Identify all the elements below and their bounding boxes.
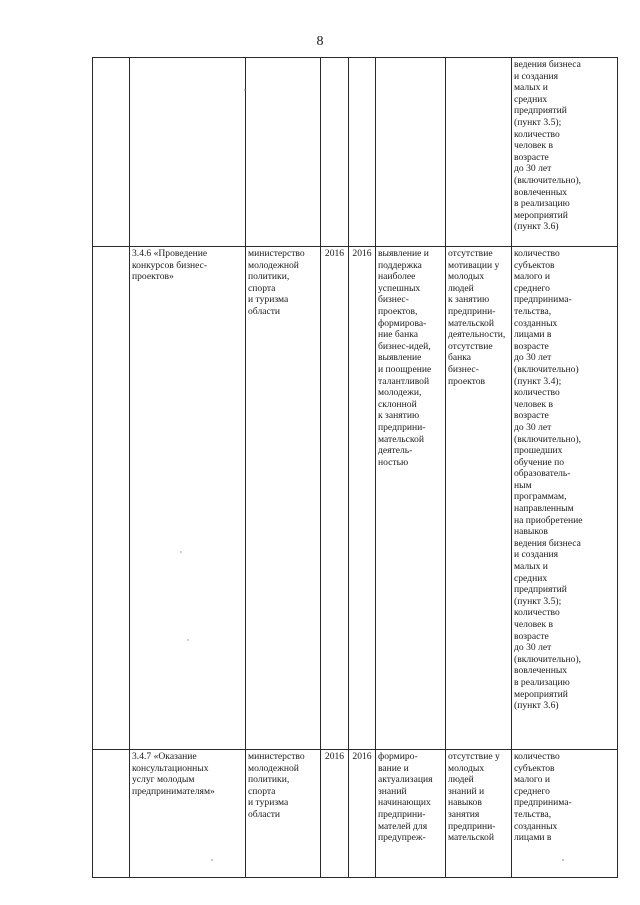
cell-line: возрасте [514, 151, 549, 163]
cell-line: (пункт 3.6) [514, 221, 559, 233]
cell-line: вание и [378, 762, 409, 774]
cell-line: отсутствие [448, 248, 493, 259]
cell-line: малых и [514, 561, 548, 573]
cell-line: на приобретение [514, 514, 583, 526]
cell-line: до 30 лет [514, 642, 552, 654]
cell-line: занятия [448, 808, 480, 820]
cell-line: области [248, 305, 281, 317]
cell-line: тельства, [514, 305, 552, 317]
cell-line: формиро- [378, 751, 418, 762]
cell-line: (пункт 3.4); [514, 375, 562, 387]
cell-line: деятель- [378, 445, 413, 457]
cell-line: в реализацию [514, 676, 570, 688]
cell-line: проектов, [378, 305, 418, 317]
cell-line: конкурсов бизнес- [132, 259, 208, 271]
cell-line: образователь- [514, 468, 571, 480]
cell-line: (пункт 3.5); [514, 595, 562, 607]
cell-line: бизнес-идей, [378, 340, 431, 352]
cell-line: проектов [448, 375, 486, 387]
cell-line: к занятию [378, 410, 420, 422]
cell-line: склонной [378, 398, 417, 410]
cell-line: ведения бизнеса [514, 59, 581, 70]
cell-line: лицами в [514, 832, 552, 844]
cell-line: деятельности, [448, 329, 506, 341]
cell-line: средних [514, 93, 548, 105]
cell-line: 3.4.7 «Оказание [132, 751, 197, 762]
cell-consequences [446, 58, 512, 247]
cell-line: возрасте [514, 340, 549, 352]
cell-line: людей [448, 282, 474, 294]
cell-line: поддержка [378, 259, 422, 271]
cell-line: малого и [514, 271, 550, 283]
cell-line: среднего [514, 785, 550, 797]
cell-line: обучение по [514, 456, 565, 468]
cell-line: предприятий [514, 105, 567, 117]
cell-number [93, 58, 130, 247]
cell-content [376, 247, 446, 750]
cell-line: (пункт 3.6) [514, 700, 559, 712]
cell-line: человек в [514, 398, 553, 410]
cell-number [93, 750, 130, 878]
cell-line: субъектов [514, 762, 555, 774]
cell-line: созданных [514, 820, 558, 832]
cell-line: мероприятий [514, 688, 568, 700]
cell-end-year [349, 58, 376, 247]
cell-line: навыков [448, 797, 482, 809]
cell-line: ведения бизнеса [514, 537, 581, 549]
cell-executor [246, 247, 321, 750]
cell-line: области [248, 808, 281, 820]
cell-line: предприни- [448, 305, 496, 317]
cell-line: министерство [248, 248, 305, 259]
page-number: 8 [316, 34, 324, 49]
cell-end-year-text: 2016 [352, 751, 372, 762]
cell-line: консультационных [132, 762, 209, 774]
cell-line: и туризма [248, 797, 289, 809]
cell-start-year-text: 2016 [324, 751, 345, 762]
cell-line: малого и [514, 774, 550, 786]
cell-line: возрасте [514, 410, 549, 422]
cell-line: (включительно), [514, 174, 582, 186]
cell-line: выявление [378, 352, 422, 364]
cell-line: средних [514, 572, 548, 584]
table-row [93, 247, 618, 750]
cell-line: предпринима- [514, 294, 572, 306]
cell-line: количество [514, 248, 560, 259]
cell-line: предприятий [514, 584, 567, 596]
cell-line: спорта [248, 785, 276, 797]
cell-line: мероприятий [514, 209, 568, 221]
cell-start-year [321, 247, 349, 750]
cell-start-year-text: 2016 [324, 248, 345, 259]
cell-content [376, 750, 446, 878]
cell-line: политики, [248, 271, 290, 283]
cell-line: мотивации у [448, 259, 500, 271]
cell-indicators [512, 247, 618, 750]
cell-line: спорта [248, 282, 276, 294]
cell-line: бизнес- [378, 294, 409, 306]
cell-line: до 30 лет [514, 421, 552, 433]
cell-line: программам, [514, 491, 567, 503]
measures-table [92, 57, 618, 878]
cell-consequences [446, 247, 512, 750]
cell-line: навыков [514, 526, 548, 538]
cell-line: человек в [514, 140, 553, 152]
cell-indicators [512, 58, 618, 247]
cell-line: актуализация [378, 774, 433, 786]
cell-end-year [349, 750, 376, 878]
cell-line: человек в [514, 619, 553, 630]
cell-line: мательской [448, 832, 494, 844]
cell-line: молодых [448, 271, 485, 283]
cell-line: ностью [378, 456, 409, 468]
cell-line: до 30 лет [514, 163, 552, 175]
cell-line: вовлеченных [514, 665, 568, 677]
cell-line: среднего [514, 282, 550, 294]
cell-line: в реализацию [514, 198, 570, 210]
cell-line: количество [514, 751, 560, 762]
cell-line: до 30 лет [514, 352, 552, 364]
cell-line: отсутствие у [448, 751, 500, 762]
cell-line: вовлеченных [514, 186, 568, 198]
table-row [93, 750, 618, 878]
cell-line: знаний и [448, 785, 485, 797]
cell-number [93, 247, 130, 750]
cell-line: тельства, [514, 808, 552, 820]
cell-line: отсутствие [448, 340, 493, 352]
cell-line: проектов» [132, 271, 174, 283]
cell-line: к занятию [448, 294, 490, 306]
table-row [93, 58, 618, 247]
cell-line: субъектов [514, 259, 555, 271]
cell-line: ние банка [378, 329, 418, 341]
cell-line: ным [514, 479, 532, 491]
cell-line: и туризма [248, 294, 289, 306]
cell-event [130, 58, 246, 247]
cell-line: талантливой [378, 375, 430, 387]
cell-line: (включительно), [514, 433, 582, 445]
cell-line: и создания [514, 70, 559, 82]
cell-line: молодежной [248, 762, 299, 774]
cell-line: лицами в [514, 329, 552, 341]
cell-indicators [512, 750, 618, 878]
cell-line: прошедших [514, 445, 563, 457]
cell-line: малых и [514, 82, 548, 94]
cell-consequences [446, 750, 512, 878]
cell-line: предпринима- [514, 797, 572, 809]
cell-line: мательской [378, 433, 424, 445]
cell-event [130, 750, 246, 878]
cell-line: выявление и [378, 248, 429, 259]
cell-event [130, 247, 246, 750]
cell-end-year [349, 247, 376, 750]
cell-line: (пункт 3.5); [514, 116, 562, 128]
cell-line: услуг молодым [132, 774, 195, 786]
cell-line: возрасте [514, 630, 549, 642]
cell-line: молодежи, [378, 387, 422, 399]
cell-line: количество [514, 128, 560, 140]
cell-start-year [321, 750, 349, 878]
cell-line: количество [514, 607, 560, 619]
cell-line: предприни- [378, 808, 426, 820]
cell-end-year-text: 2016 [352, 248, 372, 259]
cell-line: молодых [448, 762, 485, 774]
cell-line: знаний [378, 785, 407, 797]
cell-line: банка [448, 352, 472, 364]
cell-line: формирова- [378, 317, 427, 329]
cell-executor [246, 58, 321, 247]
cell-line: и поощрение [378, 363, 432, 375]
cell-line: начинающих [378, 797, 431, 809]
cell-line: наиболее [378, 271, 416, 283]
cell-line: количество [514, 387, 560, 399]
cell-line: успешных [378, 282, 421, 294]
cell-line: политики, [248, 774, 290, 786]
cell-line: министерство [248, 751, 305, 762]
cell-line: созданных [514, 317, 558, 329]
cell-line: направленным [514, 503, 574, 515]
cell-executor [246, 750, 321, 878]
cell-line: молодежной [248, 259, 299, 271]
cell-line: мателей для [378, 820, 428, 832]
cell-line: и создания [514, 549, 559, 561]
cell-line: предприни- [378, 421, 426, 433]
cell-line: 3.4.6 «Проведение [132, 248, 208, 259]
cell-start-year [321, 58, 349, 247]
cell-line: (включительно), [514, 653, 582, 665]
cell-line: предпринимателям» [132, 785, 215, 797]
cell-line: бизнес- [448, 363, 479, 375]
cell-line: предупреж- [378, 832, 426, 844]
cell-line: мательской [448, 317, 494, 329]
cell-content [376, 58, 446, 247]
cell-line: предприни- [448, 820, 496, 832]
cell-line: людей [448, 774, 474, 786]
cell-line: (включительно) [514, 363, 579, 375]
